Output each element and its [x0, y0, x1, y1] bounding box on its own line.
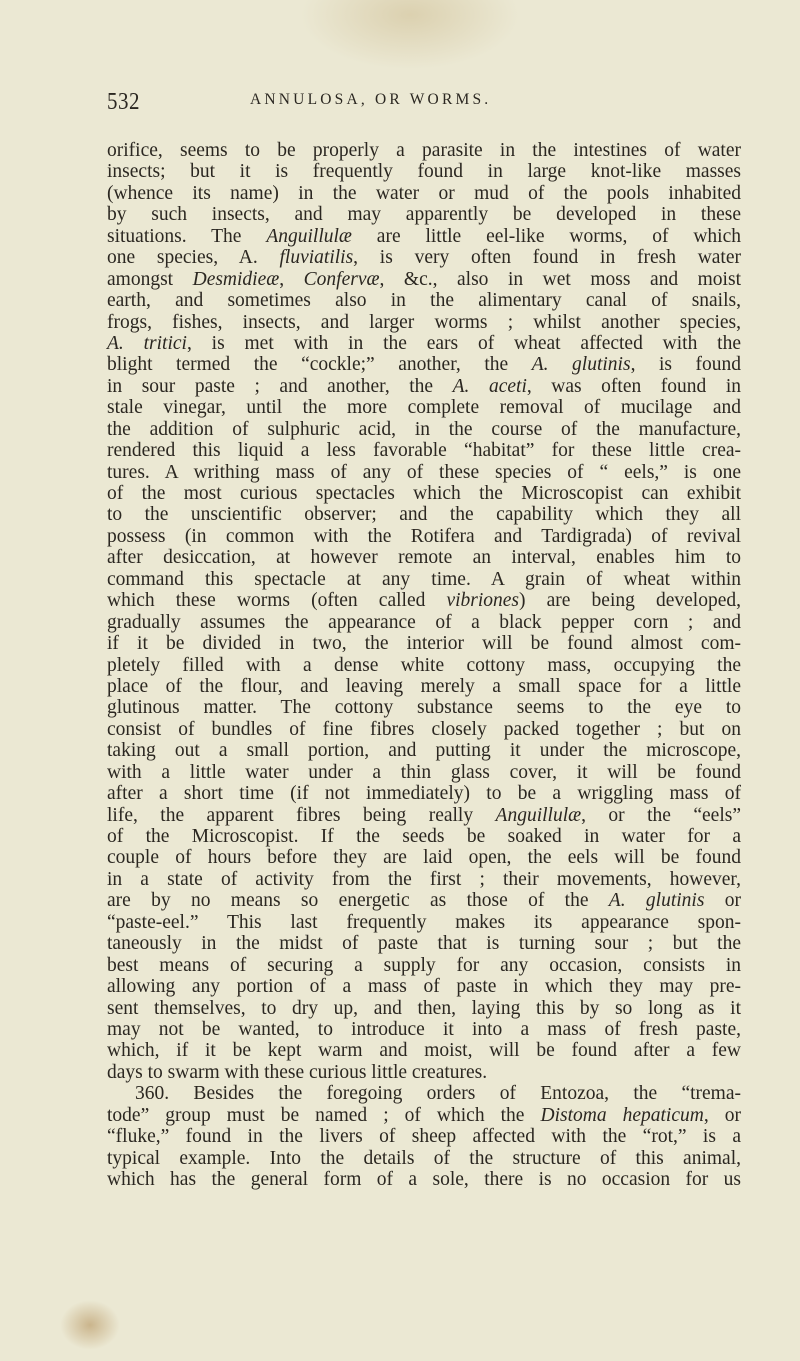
text-line: [107, 483, 741, 504]
text-line: [107, 1126, 741, 1147]
italic-term: Anguillulæ: [495, 804, 582, 826]
text-line: [107, 847, 741, 868]
italic-term: Confervæ: [303, 268, 380, 290]
text-run: of the Microscopist. If the seeds be soaked in water for a: [107, 826, 741, 847]
text-line: [107, 697, 741, 718]
text-run: insects; but it is frequently found in large knot-like masses: [107, 161, 741, 183]
italic-term: A. tritici: [107, 332, 187, 354]
italic-term: Anguillulæ: [266, 225, 352, 247]
text-run: stale vinegar, until the more complete removal of mucilage and: [107, 397, 741, 419]
text-line: [107, 161, 741, 182]
text-run: after a short time (if not immediately) to be a wriggling mass of: [107, 783, 741, 805]
text-run: , is found: [630, 354, 742, 376]
text-run: typical example. Into the details of the structure of this animal,: [107, 1147, 741, 1169]
text-line: [107, 376, 741, 397]
text-run: sent themselves, to dry up, and then, laying this by so long as it: [107, 997, 741, 1019]
text-line: [107, 783, 741, 804]
text-line: [107, 998, 741, 1019]
text-line: [107, 676, 741, 697]
text-line: [107, 1040, 741, 1061]
paper-stain: [300, 0, 520, 70]
text-line: [107, 183, 741, 204]
text-line: [107, 1169, 741, 1190]
text-line: [107, 397, 741, 418]
text-run: couple of hours before they are laid open, the eels will be found: [107, 847, 741, 869]
text-line: [107, 290, 741, 311]
text-run: to the unscientific observer; and the capability which they all: [107, 504, 741, 526]
italic-term: A. glutinis: [531, 354, 631, 376]
text-run: command this spectacle at any time. A grain of wheat within: [107, 568, 741, 590]
italic-term: A. glutinis: [608, 890, 705, 912]
text-line: [107, 1019, 741, 1040]
text-run: by such insects, and may apparently be developed in these: [107, 204, 741, 226]
text-run: , is met with in the ears of wheat affected with the: [186, 332, 741, 354]
text-run: allowing any portion of a mass of paste in which they may pre-: [107, 976, 741, 998]
text-run: tures. A writhing mass of any of these species of “ eels,” is one: [107, 461, 741, 483]
text-run: which, if it be kept warm and moist, will be found after a few: [107, 1040, 741, 1062]
text-line: [107, 633, 741, 654]
text-line: [107, 655, 741, 676]
text-run: frogs, fishes, insects, and larger worms ; whilst another species,: [107, 311, 741, 333]
text-line: [107, 226, 741, 247]
text-line: [107, 547, 741, 568]
text-line: [107, 826, 741, 847]
running-head: ANNULOSA, OR WORMS.: [250, 91, 492, 108]
text-run: , is very often found in fresh water: [353, 247, 741, 269]
text-line: [107, 504, 741, 525]
text-run: after desiccation, at however remote an interval, enables him to: [107, 547, 741, 569]
italic-term: Desmidieæ: [192, 268, 280, 290]
text-run: taneously in the midst of paste that is turning sour ; but the: [107, 933, 741, 955]
italic-term: A. aceti: [452, 375, 527, 397]
text-run: which these worms (often called: [107, 590, 447, 612]
text-run: tode” group must be named ; of which the: [107, 1104, 541, 1126]
text-line: [107, 612, 741, 633]
text-run: pletely filled with a dense white cottony mass, occupying the: [107, 654, 741, 676]
text-run: blight termed the “cockle;” another, the: [107, 354, 532, 376]
text-run: gradually assumes the appearance of a black pepper corn ; and: [107, 611, 741, 633]
text-line: [107, 462, 741, 483]
text-run: , was often found in: [526, 375, 741, 397]
text-run: possess (in common with the Rotifera and Tardigrada) of revival: [107, 525, 741, 547]
page-number: 532: [107, 87, 140, 115]
italic-term: Distoma hepaticum: [540, 1104, 704, 1126]
text-run: one species, A.: [107, 247, 280, 269]
text-run: life, the apparent fibres being really: [107, 804, 496, 826]
text-line: [107, 740, 741, 761]
text-line: [107, 419, 741, 440]
text-line: [107, 1083, 741, 1104]
text-run: in sour paste ; and another, the: [107, 375, 453, 397]
text-run: ) are being developed,: [519, 590, 741, 612]
text-run: if it be divided in two, the interior will be found almost com-: [107, 633, 741, 655]
text-line: [107, 204, 741, 225]
text-run: with a little water under a thin glass cover, it will be found: [107, 761, 741, 783]
text-line: [107, 933, 741, 954]
text-run: , or: [703, 1104, 741, 1126]
text-line: [107, 247, 741, 268]
text-line: [107, 890, 741, 911]
italic-term: vibriones: [446, 590, 520, 612]
text-run: the addition of sulphuric acid, in the course of the manufacture,: [107, 418, 741, 440]
text-line: [107, 354, 741, 375]
text-run: 360. Besides the foregoing orders of Entozoa, the “trema-: [135, 1083, 741, 1105]
text-run: , &c., also in wet moss and moist: [379, 268, 741, 290]
italic-term: fluviatilis: [279, 247, 354, 269]
text-run: best means of securing a supply for any occasion, consists in: [107, 954, 741, 976]
text-run: rendered this liquid a less favorable “habitat” for these little crea-: [107, 440, 741, 462]
text-line: [107, 762, 741, 783]
text-run: orifice, seems to be properly a parasite in the intestines of water: [107, 140, 741, 161]
text-run: are little eel-like worms, of which: [351, 225, 741, 247]
text-run: days to swarm with these curious little creatures.: [107, 1061, 488, 1083]
text-line: [107, 269, 741, 290]
text-run: place of the flour, and leaving merely a small space for a little: [107, 675, 741, 697]
text-run: in a state of activity from the first ; their movements, however,: [107, 868, 741, 890]
text-line: [107, 526, 741, 547]
text-line: [107, 912, 741, 933]
text-line: [107, 569, 741, 590]
text-line: [107, 719, 741, 740]
text-run: amongst: [107, 268, 193, 290]
text-line: [107, 440, 741, 461]
text-run: “paste-eel.” This last frequently makes its appearance spon-: [107, 911, 741, 933]
text-run: are by no means so energetic as those of the: [107, 890, 609, 912]
paper-stain: [60, 1300, 120, 1350]
text-run: taking out a small portion, and putting it under the microscope,: [107, 740, 741, 762]
text-line: [107, 590, 741, 611]
text-line: [107, 333, 741, 354]
text-line: [107, 805, 741, 826]
text-run: consist of bundles of fine fibres closely packed together ; but on: [107, 718, 741, 740]
text-run: of the most curious spectacles which the Microscopist can exhibit: [107, 483, 741, 504]
text-run: or: [704, 890, 741, 912]
text-line: [107, 1105, 741, 1126]
text-run: glutinous matter. The cottony substance seems to the eye to: [107, 697, 741, 719]
text-run: , or the “eels”: [581, 804, 741, 826]
text-run: ,: [279, 268, 304, 290]
text-run: earth, and sometimes also in the alimentary canal of snails,: [107, 290, 741, 312]
text-run: which has the general form of a sole, there is no occasion for us: [107, 1169, 741, 1190]
text-run: “fluke,” found in the livers of sheep affected with the “rot,” is a: [107, 1126, 741, 1148]
text-run: (whence its name) in the water or mud of the pools inhabited: [107, 182, 741, 204]
text-line: [107, 1148, 741, 1169]
text-line: [107, 976, 741, 997]
text-line: [107, 955, 741, 976]
body-text: [107, 140, 741, 1190]
text-line: [107, 1062, 741, 1083]
text-line: [107, 140, 741, 161]
text-line: [107, 869, 741, 890]
text-line: [107, 312, 741, 333]
text-run: situations. The: [107, 225, 267, 247]
text-run: may not be wanted, to introduce it into a mass of fresh paste,: [107, 1018, 741, 1040]
